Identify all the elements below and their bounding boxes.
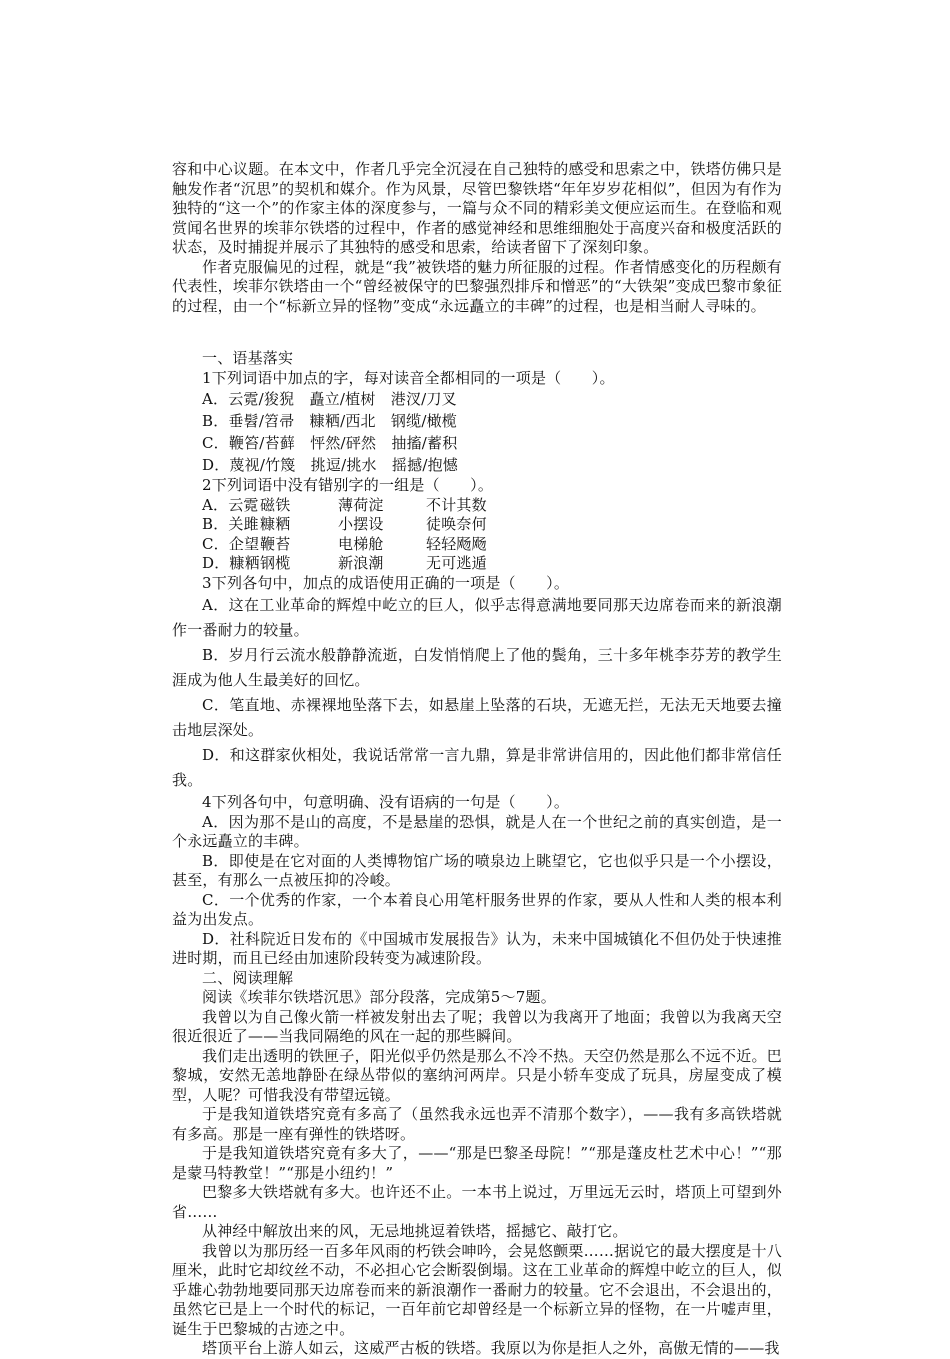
option-cell: D．糠粞 xyxy=(202,554,260,572)
option-cell: 钢榄 xyxy=(260,554,291,572)
option-cell: 轻轻飏飏 xyxy=(426,534,487,553)
question-2-option-b xyxy=(202,515,782,535)
question-1-option-c: C．鞭笞/苔藓 怦然/砰然 抽搐/蓄积 xyxy=(202,434,458,452)
intro-paragraph-2: 作者克服偏见的过程，就是“我”被铁塔的魅力所征服的过程。作者情感变化的历程颇有代表性，埃菲尔铁塔由一个“曾经被保守的巴黎强烈排斥和憎恶”的“大铁架”变成巴黎市象征的过程，由一个“标新立异的怪物”变成“永远矗立的丰碑”的过程，也是相当耐人寻味的。 xyxy=(172,257,782,315)
question-2-option-c xyxy=(202,535,782,555)
question-3-option-a: A．这在工业革命的辉煌中屹立的巨人，似乎志得意满地要同那天边席卷而来的新浪潮作一番耐力的较量。 xyxy=(172,596,782,639)
option-cell: 鞭苔 xyxy=(260,534,291,553)
question-3-option-b: B．岁月行云流水般静静流逝，白发悄悄爬上了他的鬓角，三十多年桃李芬芳的教学生涯成为他人生最美好的回忆。 xyxy=(172,646,782,689)
question-3-stem: 3下列各句中，加点的成语使用正确的一项是（ ）。 xyxy=(202,573,570,592)
intro-paragraph-1: 容和中心议题。在本文中，作者几乎完全沉浸在自己独特的感受和思索之中，铁塔仿佛只是触发作者“沉思”的契机和媒介。作为风景，尽管巴黎铁塔“年年岁岁花相似”，但因为有作为独特的“这一个”的作家主体的深度参与，一篇与众不同的精彩美文便应运而生。在登临和观赏闻名世界的埃菲尔铁塔的过程中，作者的感觉神经和思维细胞处于高度兴奋和极度活跃的状态，及时捕捉并展示了其独特的感受和思索，给读者留下了深刻印象。 xyxy=(172,160,782,256)
question-4-option-c: C．一个优秀的作家，一个本着良心用笔杆服务世界的作家，要从人性和人类的根本利益为出发点。 xyxy=(172,890,782,928)
option-cell: B．关雎 xyxy=(202,515,259,533)
question-1-stem: 1下列词语中加点的字，每对读音全都相同的一项是（ ）。 xyxy=(202,368,615,387)
reading-paragraph: 巴黎多大铁塔就有多大。也许还不止。一本书上说过，万里远无云时，塔顶上可望到外省…… xyxy=(172,1183,782,1221)
question-1-option-b: B．垂髫/笤帚 糠粞/西北 钢缆/橄榄 xyxy=(202,412,457,430)
reading-instruction: 阅读《埃菲尔铁塔沉思》部分段落，完成第5～7题。 xyxy=(202,988,556,1006)
section-2-heading: 二、阅读理解 xyxy=(202,968,294,987)
section-1-heading: 一、语基落实 xyxy=(202,349,294,367)
option-cell: 磁铁 xyxy=(260,495,291,514)
question-4-option-d: D．社科院近日发布的《中国城市发展报告》认为，未来中国城镇化不但仍处于快速推进时期，而且已经由加速阶段转变为减速阶段。 xyxy=(172,929,782,967)
question-2-option-a xyxy=(202,496,782,516)
option-cell: A．云霓 xyxy=(202,495,259,514)
question-2-options xyxy=(172,496,782,574)
option-cell: 糠粞 xyxy=(260,515,291,533)
question-3-option-c: C．笔直地、赤裸裸地坠落下去，如悬崖上坠落的石块，无遮无拦，无法无天地要去撞击地层深处。 xyxy=(172,696,782,739)
spacer xyxy=(172,316,782,349)
reading-paragraph: 我们走出透明的铁匣子，阳光似乎仍然是那么不冷不热。天空仍然是那么不远不近。巴黎城，安然无恙地静卧在绿丛带似的塞纳河两岸。只是小轿车变成了玩具，房屋变成了模型，人呢？可惜我没有带望远镜。 xyxy=(172,1046,782,1104)
question-2-option-d xyxy=(202,554,782,574)
question-4-option-a: A．因为那不是山的高度，不是悬崖的恐惧，就是人在一个世纪之前的真实创造，是一个永远矗立的丰碑。 xyxy=(172,812,782,850)
reading-paragraph: 我曾以为那历经一百多年风雨的朽铁会呻吟，会晃悠颤栗……据说它的最大摆度是十八厘米，此时它却纹丝不动，不必担心它会断裂倒塌。这在工业革命的辉煌中屹立的巨人，似乎雄心勃勃地要同那天边席卷而来的新浪潮作一番耐力的较量。它不会退出，不会退出的，虽然它已是上一个时代的标记，一百年前它却曾经是一个标新立异的怪物，在一片嘘声里，诞生于巴黎城的古迹之中。 xyxy=(172,1241,782,1338)
question-1-option-d: D．蔑视/竹篾 挑逗/挑水 摇撼/抱憾 xyxy=(202,456,458,474)
question-3-option-d: D．和这群家伙相处，我说话常常一言九鼎，算是非常讲信用的，因此他们都非常信任我。 xyxy=(172,746,782,789)
reading-paragraph: 从神经中解放出来的风，无忌地挑逗着铁塔，摇撼它、敲打它。 xyxy=(202,1222,628,1240)
option-cell: 无可逃遁 xyxy=(426,554,487,572)
reading-paragraph: 塔顶平台上游人如云，这威严古板的铁塔。我原以为你是拒人之外，高傲无情的——我 xyxy=(202,1339,780,1357)
option-cell: 小摆设 xyxy=(338,515,384,533)
option-cell: 薄荷淀 xyxy=(338,495,384,514)
option-cell: 徒唤奈何 xyxy=(426,515,487,533)
reading-paragraph: 于是我知道铁塔究竟有多大了，——“那是巴黎圣母院！”“那是蓬皮杜艺术中心！”“那是蒙马特教堂！”“那是小纽约！” xyxy=(172,1144,782,1182)
reading-paragraph: 于是我知道铁塔究竟有多高了（虽然我永远也弄不清那个数字），——我有多高铁塔就有多高。那是一座有弹性的铁塔呀。 xyxy=(172,1105,782,1143)
question-2-stem: 2下列词语中没有错别字的一组是（ ）。 xyxy=(202,476,494,494)
option-cell: 不计其数 xyxy=(426,495,487,514)
option-cell: 新浪潮 xyxy=(338,554,384,572)
question-4-option-b: B．即使是在它对面的人类博物馆广场的喷泉边上眺望它，它也似乎只是一个小摆设，甚至，有那么一点被压抑的冷峻。 xyxy=(172,851,782,889)
option-cell: C．企望 xyxy=(202,534,260,553)
document-body xyxy=(172,160,782,1359)
question-1-option-a: A．云霓/狻猊 矗立/植树 港汊/刀叉 xyxy=(202,390,457,408)
reading-paragraph: 我曾以为自己像火箭一样被发射出去了呢；我曾以为我离开了地面；我曾以为我离天空很近很近了——当我同隔绝的风在一起的那些瞬间。 xyxy=(172,1007,782,1045)
question-4-stem: 4下列各句中，句意明确、没有语病的一句是（ ）。 xyxy=(202,793,570,811)
option-cell: 电梯舱 xyxy=(338,534,384,553)
